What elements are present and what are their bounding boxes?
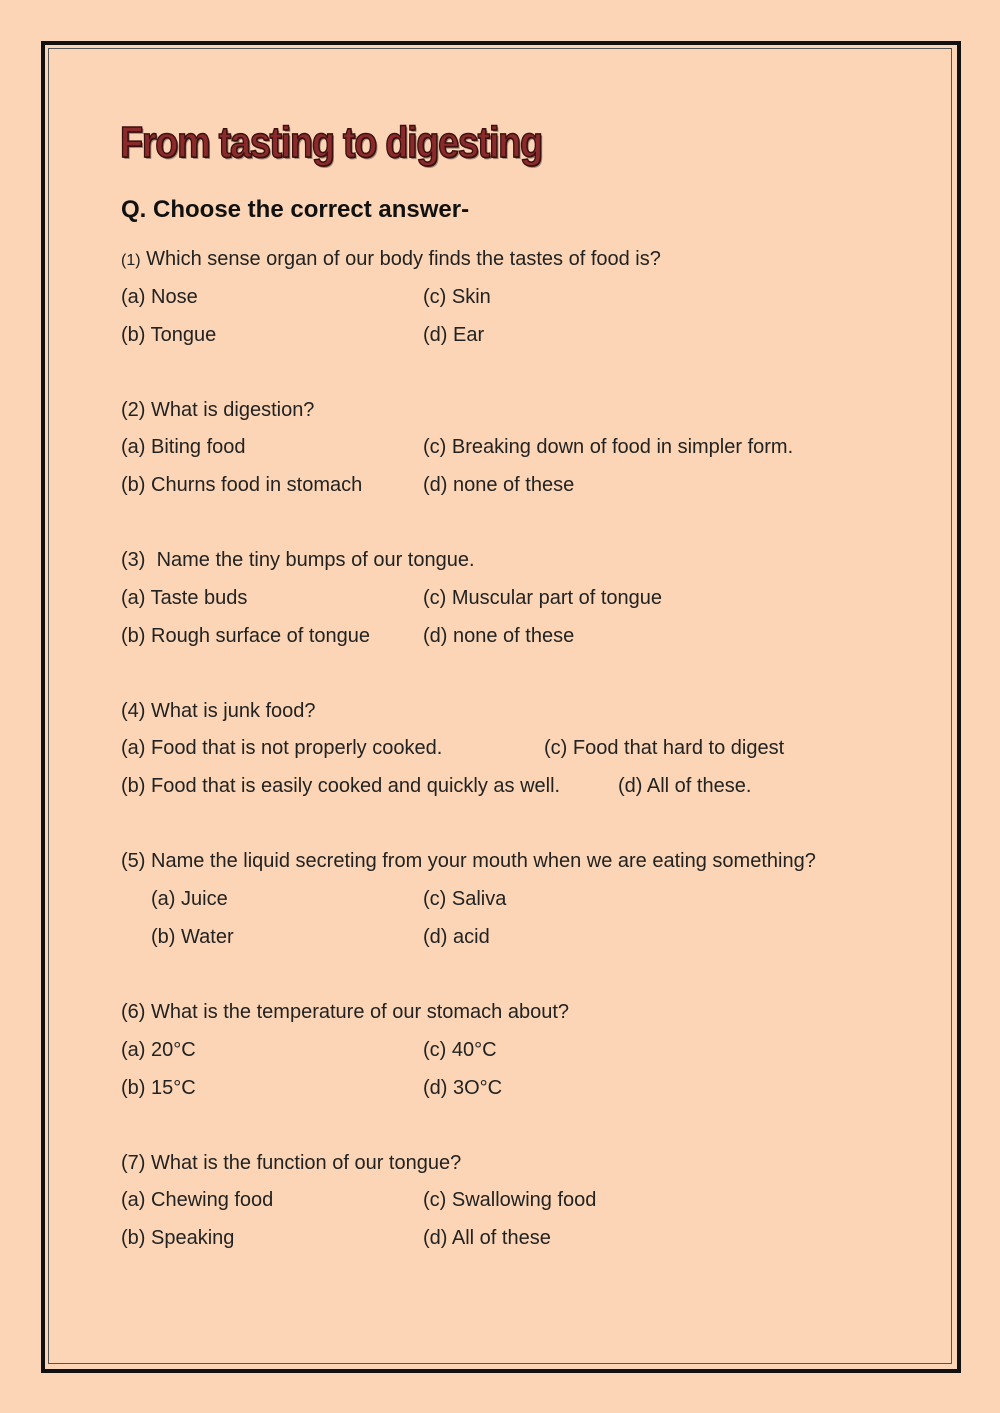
q2-option-d: (d) none of these <box>423 474 575 496</box>
q3-option-a: (a) Taste buds <box>121 587 248 609</box>
question-3 <box>121 547 475 573</box>
q7-option-b: (b) Speaking <box>121 1227 235 1249</box>
q4-option-b: (b) Food that is easily cooked and quickly as well. <box>121 775 561 797</box>
q3-option-d: (d) none of these <box>423 625 575 647</box>
q1-option-b: (b) Tongue <box>121 324 217 346</box>
question-2-number: (2) <box>121 399 146 421</box>
question-1-number: (1) <box>121 252 141 269</box>
question-7-number: (7) <box>121 1152 146 1174</box>
q7-option-d: (d) All of these <box>423 1227 551 1249</box>
question-5-number: (5) <box>121 850 146 872</box>
q6-option-c: (c) 40°C <box>423 1039 497 1061</box>
q2-option-c: (c) Breaking down of food in simpler form. <box>423 436 794 458</box>
question-5-text: Name the liquid secreting from your mouth when we are eating something? <box>151 850 816 872</box>
question-7-text: What is the function of our tongue? <box>151 1152 462 1174</box>
q4-option-a: (a) Food that is not properly cooked. <box>121 737 443 759</box>
question-4-text: What is junk food? <box>151 700 316 722</box>
question-3-text: Name the tiny bumps of our tongue. <box>156 549 475 571</box>
q6-option-d: (d) 3O°C <box>423 1077 503 1099</box>
q6-option-a: (a) 20°C <box>121 1039 196 1061</box>
q2-option-b: (b) Churns food in stomach <box>121 474 363 496</box>
question-7 <box>121 1150 461 1176</box>
q3-option-c: (c) Muscular part of tongue <box>423 587 662 609</box>
q7-option-a: (a) Chewing food <box>121 1189 274 1211</box>
question-2 <box>121 397 314 423</box>
q6-option-b: (b) 15°C <box>121 1077 196 1099</box>
question-6 <box>121 999 569 1025</box>
q3-option-b: (b) Rough surface of tongue <box>121 625 371 647</box>
q1-option-d: (d) Ear <box>423 324 485 346</box>
worksheet-title: From tasting to digesting <box>120 118 542 167</box>
question-6-text: What is the temperature of our stomach about? <box>151 1001 570 1023</box>
question-1 <box>121 246 661 274</box>
question-3-number: (3) <box>121 549 146 571</box>
q1-option-c: (c) Skin <box>423 286 491 308</box>
q7-option-c: (c) Swallowing food <box>423 1189 597 1211</box>
q5-option-c: (c) Saliva <box>423 888 507 910</box>
q4-option-d: (d) All of these. <box>618 775 752 797</box>
question-4 <box>121 698 316 724</box>
question-6-number: (6) <box>121 1001 146 1023</box>
question-2-text: What is digestion? <box>151 399 315 421</box>
q5-option-a: (a) Juice <box>151 888 228 910</box>
question-4-number: (4) <box>121 700 146 722</box>
q5-option-d: (d) acid <box>423 926 490 948</box>
question-1-text: Which sense organ of our body finds the tastes of food is? <box>146 248 661 270</box>
instruction-heading: Q. Choose the correct answer- <box>121 196 470 223</box>
q2-option-a: (a) Biting food <box>121 436 246 458</box>
question-5 <box>121 848 816 874</box>
q5-option-b: (b) Water <box>151 926 234 948</box>
q1-option-a: (a) Nose <box>121 286 198 308</box>
q4-option-c: (c) Food that hard to digest <box>544 737 785 759</box>
